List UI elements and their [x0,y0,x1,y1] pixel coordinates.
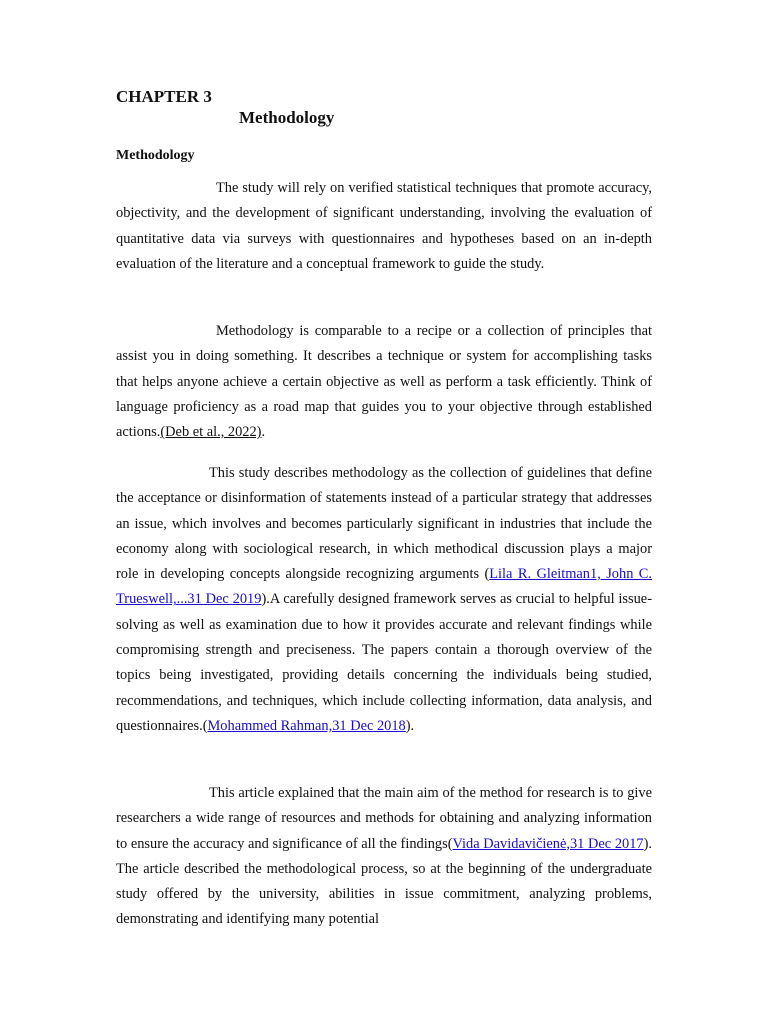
chapter-title: Methodology [239,108,335,127]
citation-deb-2022[interactable]: (Deb et al., 2022) [160,424,262,441]
paragraph-3-end: ). [405,717,415,734]
paragraph-3-text: This study describes methodology as the collection of guidelines that define the acceptance or disinformation of statements instead of a particular strategy that addresses an issue, which involves and becomes particularly significant in industries that include the economy along with sociological research, in which methodical discussion plays a major role in developing concepts alongside recognizing arguments ( [116,465,652,583]
paragraph-4-end: ). The article described the methodological process, so at the beginning of the undergraduate study offered by the university, abilities in issue commitment, analyzing problems, demonstrating and identifying many potential [116,835,653,928]
paragraph-1: The study will rely on verified statistical techniques that promote accuracy, objectivity, and the development of significant understanding, involving the evaluation of quantitative data via surveys with questionnaires and hypotheses based on an in-depth evaluation of the literature and a conceptual framework to guide the study. [116,180,652,272]
paragraph-3 [116,461,652,739]
paragraph-4 [116,781,652,933]
section-heading: Methodology [116,148,195,163]
paragraph-2-end: . [261,424,266,441]
citation-link-gleitman[interactable]: Lila R. Gleitman1, John C. Trueswell,...31 Dec 2019 [116,566,652,608]
paragraph-3-middle: ).A carefully designed framework serves as crucial to helpful issue-solving as well as examination due to how it provides accurate and relevant findings while compromising strength and preciseness. The papers contain a thorough overview of the topics being investigated, providing details concerning the individuals being studied, recommendations, and techniques, which include collecting information, data analysis, and questionnaires.( [116,591,652,734]
paragraph-2-text: Methodology is comparable to a recipe or a collection of principles that assist you in doing something. It describes a technique or system for accomplishing tasks that helps anyone achieve a certain objective as well as perform a task efficiently. Think of language proficiency as a road map that guides you to your objective through established actions. [116,323,652,441]
chapter-label: CHAPTER 3 [116,87,212,106]
paragraph-4-text: This article explained that the main aim of the method for research is to give researchers a wide range of resources and methods for obtaining and analyzing information to ensure the accuracy and significance of all the findings( [116,785,652,852]
citation-link-davidaviciene[interactable]: Vida Davidavičienė,31 Dec 2017 [452,835,644,852]
citation-link-rahman[interactable]: Mohammed Rahman,31 Dec 2018 [207,717,406,734]
paragraph-2 [116,319,652,445]
